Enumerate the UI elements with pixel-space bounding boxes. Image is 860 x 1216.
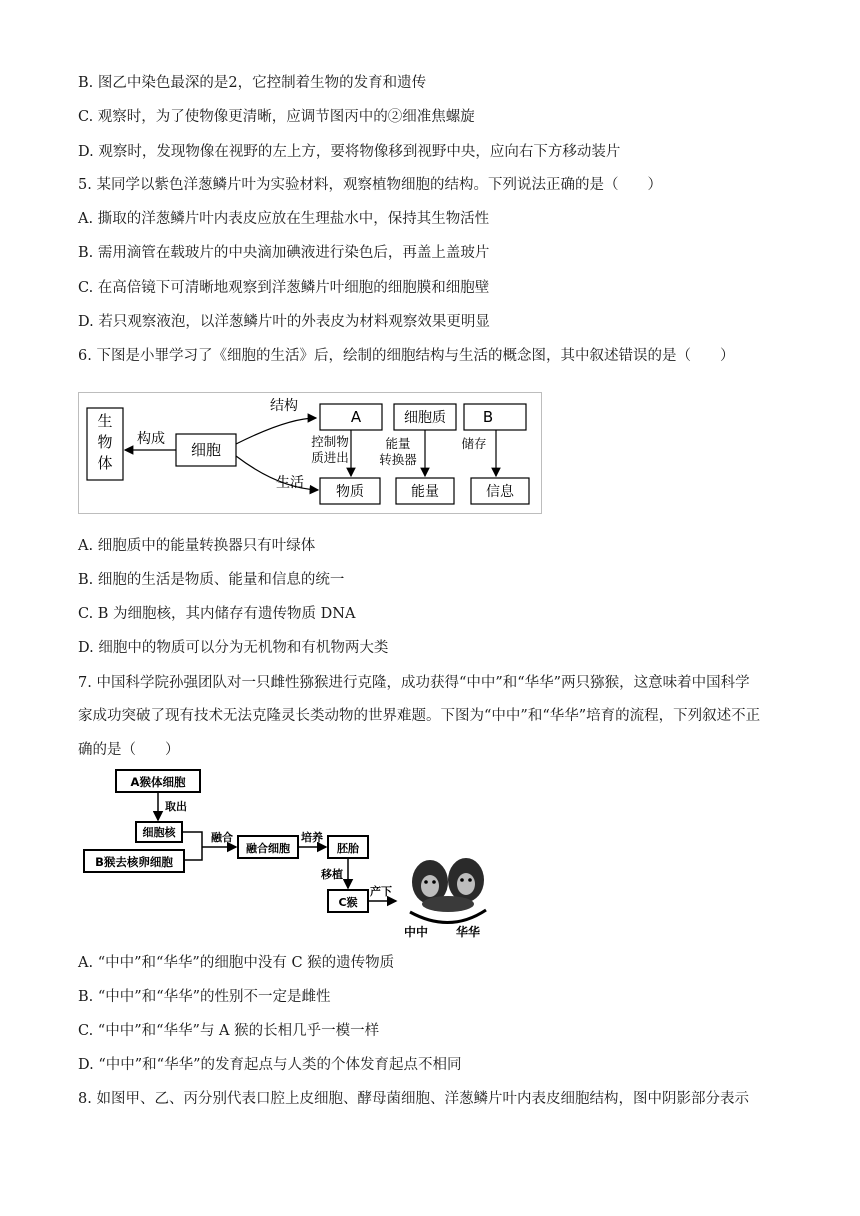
- embryo-label: 胚胎: [337, 842, 359, 855]
- energy-converter-label-1: 能量: [385, 436, 411, 451]
- q6-stem: 6. 下图是小罪学习了《细胞的生活》后，绘制的细胞结构与生活的概念图，其中叙述错误的是（ ）: [78, 348, 735, 364]
- q5-option-d: D. 若只观察液泡，以洋葱鳞片叶的外表皮为材料观察效果更明显: [78, 314, 490, 330]
- cell-label: 细胞: [190, 441, 222, 459]
- matter-label: 物质: [336, 484, 364, 500]
- q7-option-b: B. “中中”和“华华”的性别不一定是雌性: [78, 989, 331, 1005]
- birth-label: 产下: [370, 885, 392, 898]
- b-cell-label: B猴去核卵细胞: [95, 855, 173, 869]
- energy-converter-label-2: 转换器: [379, 452, 417, 467]
- q6-option-c: C. B 为细胞核，其内储存有遗传物质 DNA: [78, 606, 356, 622]
- info-label: 信息: [486, 484, 514, 500]
- transplant-label: 移植: [321, 868, 343, 881]
- culture-label: 培养: [301, 831, 323, 844]
- q5-option-a: A. 撕取的洋葱鳞片叶内表皮应放在生理盐水中，保持其生物活性: [78, 211, 490, 227]
- take-label: 取出: [165, 800, 187, 813]
- structure-label: 结构: [270, 398, 298, 414]
- q4-option-c: C. 观察时，为了使物像更清晰，应调节图丙中的②细准焦螺旋: [78, 109, 475, 125]
- q6-option-b: B. 细胞的生活是物质、能量和信息的统一: [78, 572, 345, 588]
- control-label-1: 控制物: [311, 434, 349, 449]
- q6-concept-map: [78, 392, 542, 514]
- q6-option-d: D. 细胞中的物质可以分为无机物和有机物两大类: [78, 640, 389, 656]
- c-monkey-label: C猴: [338, 896, 358, 909]
- q7-option-c: C. “中中”和“华华”与 A 猴的长相几乎一模一样: [78, 1023, 380, 1039]
- energy-label: 能量: [411, 484, 439, 500]
- q4-option-d: D. 观察时，发现物像在视野的左上方，要将物像移到视野中央，应向右下方移动装片: [78, 144, 621, 160]
- q5-stem: 5. 某同学以紫色洋葱鳞片叶为实验材料，观察植物细胞的结构。下列说法正确的是（ ）: [78, 177, 662, 193]
- fuse-label: 融合: [211, 831, 233, 844]
- q7-stem-line-3: 确的是（ ）: [78, 742, 180, 758]
- box-a-label: A: [350, 408, 362, 426]
- control-label-2: 质进出: [311, 450, 349, 465]
- box-b-label: B: [482, 408, 494, 426]
- nucleus-label: 细胞核: [142, 826, 176, 839]
- store-label: 储存: [461, 436, 487, 451]
- q7-option-a: A. “中中”和“华华”的细胞中没有 C 猴的遗传物质: [78, 955, 395, 971]
- life-label: 生活: [276, 475, 304, 491]
- q5-option-b: B. 需用滴管在载玻片的中央滴加碘液进行染色后，再盖上盖玻片: [78, 245, 490, 261]
- q8-stem: 8. 如图甲、乙、丙分别代表口腔上皮细胞、酵母菌细胞、洋葱鳞片叶内表皮细胞结构，图中阴影部分表示: [78, 1091, 749, 1107]
- q7-stem-line-2: 家成功突破了现有技术无法克隆灵长类动物的世界难题。下图为“中中”和“华华”培育的流程，下列叙述不正: [78, 708, 761, 724]
- q6-option-a: A. 细胞质中的能量转换器只有叶绿体: [78, 538, 316, 554]
- zhongzhong-label: 中中: [403, 925, 429, 939]
- compose-label: 构成: [137, 431, 165, 447]
- q5-option-c: C. 在高倍镜下可清晰地观察到洋葱鳞片叶细胞的细胞膜和细胞壁: [78, 280, 490, 296]
- q7-cloning-flowchart: [80, 764, 500, 944]
- organism-label: 生物体: [97, 412, 113, 472]
- q4-option-b: B. 图乙中染色最深的是2，它控制着生物的发育和遗传: [78, 75, 427, 91]
- monkey-photo-icon: [410, 858, 486, 923]
- a-cell-label: A猴体细胞: [130, 775, 186, 789]
- cytoplasm-label: 细胞质: [404, 410, 446, 426]
- q7-stem-line-1: 7. 中国科学院孙强团队对一只雌性猕猴进行克隆，成功获得“中中”和“华华”两只猕猴，这意味着中国科学: [78, 675, 750, 691]
- fused-cell-label: 融合细胞: [246, 842, 290, 855]
- huahua-label: 华华: [455, 925, 481, 939]
- q7-option-d: D. “中中”和“华华”的发育起点与人类的个体发育起点不相同: [78, 1057, 462, 1073]
